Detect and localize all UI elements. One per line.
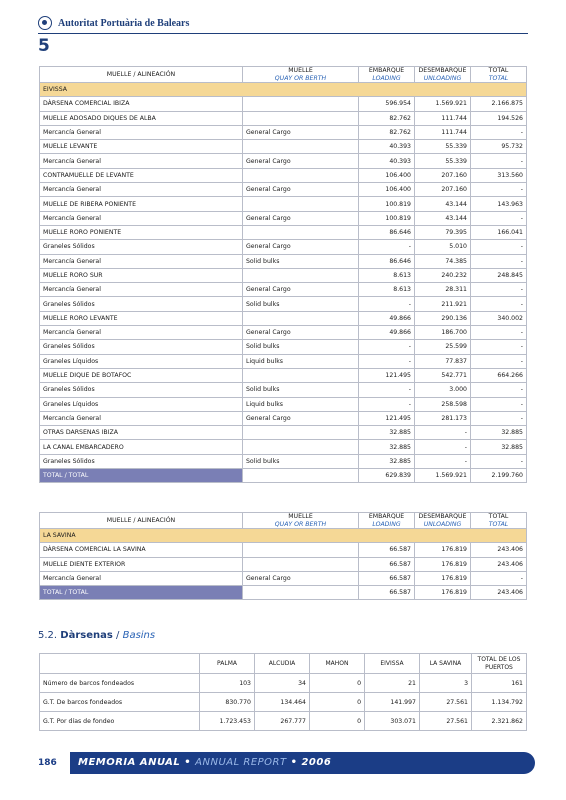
section-row xyxy=(40,83,527,97)
table-cell: MUELLE ADOSADO DIQUES DE ALBA xyxy=(40,111,243,125)
table-cell: 49.866 xyxy=(359,311,415,325)
table-cell: - xyxy=(471,354,527,368)
table-cell: Mercancía General xyxy=(40,154,243,168)
subsection-title xyxy=(38,630,155,641)
organization-name: Autoritat Portuària de Balears xyxy=(58,17,190,29)
table-cell: Mercancía General xyxy=(40,183,243,197)
table-cell: MUELLE DE RIBERA PONIENTE xyxy=(40,197,243,211)
total-cell: TOTAL / TOTAL xyxy=(40,469,243,483)
table-cell xyxy=(243,111,359,125)
table-row xyxy=(40,368,527,382)
column-header-label: MUELLE xyxy=(288,67,313,74)
table-row xyxy=(40,354,527,368)
column-header-label: MUELLE / ALINEACIÓN xyxy=(106,516,176,524)
table-cell: 207.160 xyxy=(415,183,471,197)
table-cell: 281.173 xyxy=(415,411,471,425)
table-cell: Graneles Sólidos xyxy=(40,383,243,397)
table-cell: 95.732 xyxy=(471,140,527,154)
table-cell: - xyxy=(471,211,527,225)
table-cell: LA CANAL EMBARCADERO xyxy=(40,440,243,454)
table-cell: 111.744 xyxy=(415,111,471,125)
table-cell: - xyxy=(359,383,415,397)
table-cell: 290.136 xyxy=(415,311,471,325)
table-cell: MUELLE DIQUE DE BOTAFOC xyxy=(40,368,243,382)
table-row xyxy=(40,197,527,211)
table-cell: Graneles Sólidos xyxy=(40,297,243,311)
table-cell: 100.819 xyxy=(359,197,415,211)
section-label: LA SAVINA xyxy=(40,529,527,543)
table-header-row xyxy=(40,513,527,529)
column-header xyxy=(415,513,471,529)
column-header xyxy=(40,654,200,674)
table-cell: General Cargo xyxy=(243,283,359,297)
table-cell: 86.646 xyxy=(359,225,415,239)
table-cell: General Cargo xyxy=(243,211,359,225)
column-header-label: TOTAL xyxy=(488,513,509,520)
table-cell: MUELLE RORO PONIENTE xyxy=(40,225,243,239)
total-cell: TOTAL / TOTAL xyxy=(40,586,243,600)
table-cell: MUELLE LEVANTE xyxy=(40,140,243,154)
column-header xyxy=(243,67,359,83)
table-row xyxy=(40,211,527,225)
table-cell: 0 xyxy=(310,693,365,712)
column-header-label: EMBARQUE xyxy=(368,513,405,520)
table-cell: 55.339 xyxy=(415,154,471,168)
table-cell: - xyxy=(471,326,527,340)
table-cell: 664.266 xyxy=(471,368,527,382)
table-row xyxy=(40,383,527,397)
column-header xyxy=(40,513,243,529)
total-cell: 1.569.921 xyxy=(415,469,471,483)
table-cell: 141.997 xyxy=(365,693,420,712)
footer-separator: • xyxy=(184,757,192,768)
total-cell: 629.839 xyxy=(359,469,415,483)
table-cell: CONTRAMUELLE DE LEVANTE xyxy=(40,168,243,182)
table-row xyxy=(40,154,527,168)
table-cell xyxy=(243,543,359,557)
table-cell: Liquid bulks xyxy=(243,397,359,411)
table-cell: 79.395 xyxy=(415,225,471,239)
column-header-label-en: QUAY OR BERTH xyxy=(274,74,327,82)
table-cell: 21 xyxy=(365,674,420,693)
table-row xyxy=(40,411,527,425)
table-cell xyxy=(243,197,359,211)
column-header-label-en: QUAY OR BERTH xyxy=(274,520,327,528)
table-cell: 28.311 xyxy=(415,283,471,297)
table-cell: 103 xyxy=(200,674,255,693)
table-cell xyxy=(243,140,359,154)
la-savina-traffic-table xyxy=(39,512,527,600)
table-row xyxy=(40,254,527,268)
table-cell xyxy=(243,168,359,182)
table-cell: 121.495 xyxy=(359,368,415,382)
table-cell: - xyxy=(359,240,415,254)
table-cell: MUELLE RORO LEVANTE xyxy=(40,311,243,325)
table-row xyxy=(40,340,527,354)
table-row xyxy=(40,240,527,254)
column-header-label-en: TOTAL xyxy=(488,520,509,528)
table-cell: General Cargo xyxy=(243,411,359,425)
table-cell: - xyxy=(471,571,527,585)
table-row xyxy=(40,426,527,440)
table-row xyxy=(40,674,527,693)
table-cell: 100.819 xyxy=(359,211,415,225)
table-row xyxy=(40,283,527,297)
total-row xyxy=(40,586,527,600)
table-cell: 66.587 xyxy=(359,557,415,571)
table-cell: 66.587 xyxy=(359,543,415,557)
table-cell: 86.646 xyxy=(359,254,415,268)
table-cell: 82.762 xyxy=(359,125,415,139)
table-row xyxy=(40,693,527,712)
table-row xyxy=(40,397,527,411)
table-row xyxy=(40,440,527,454)
table-cell: - xyxy=(359,397,415,411)
table-row xyxy=(40,543,527,557)
table-cell: 596.954 xyxy=(359,97,415,111)
table-cell: 303.071 xyxy=(365,712,420,731)
table-cell: 243.406 xyxy=(471,543,527,557)
table-row xyxy=(40,168,527,182)
table-cell: 0 xyxy=(310,712,365,731)
column-header: TOTAL DE LOS PUERTOS xyxy=(472,654,527,674)
table-cell xyxy=(243,225,359,239)
basins-table xyxy=(39,653,527,731)
table-cell: General Cargo xyxy=(243,183,359,197)
table-cell: 25.599 xyxy=(415,340,471,354)
total-row xyxy=(40,469,527,483)
table-cell: 176.819 xyxy=(415,543,471,557)
table-cell: 211.921 xyxy=(415,297,471,311)
section-label: EIVISSA xyxy=(40,83,527,97)
table-row xyxy=(40,125,527,139)
table-cell: 161 xyxy=(472,674,527,693)
table-cell: - xyxy=(471,254,527,268)
table-cell: 143.963 xyxy=(471,197,527,211)
table-cell xyxy=(243,268,359,282)
table-row xyxy=(40,571,527,585)
column-header-label-en: UNLOADING xyxy=(423,520,462,528)
table-row xyxy=(40,712,527,731)
table-cell: Graneles Sólidos xyxy=(40,240,243,254)
table-cell: 32.885 xyxy=(359,440,415,454)
table-cell: Número de barcos fondeados xyxy=(40,674,200,693)
table-cell: 82.762 xyxy=(359,111,415,125)
table-cell: 55.339 xyxy=(415,140,471,154)
table-cell: Solid bulks xyxy=(243,254,359,268)
table-cell: Mercancía General xyxy=(40,283,243,297)
table-cell: 186.700 xyxy=(415,326,471,340)
table-cell: Graneles Líquidos xyxy=(40,397,243,411)
total-cell xyxy=(243,586,359,600)
table-cell: - xyxy=(471,125,527,139)
table-cell: - xyxy=(359,354,415,368)
column-header: LA SAVINA xyxy=(420,654,472,674)
column-header: EIVISSA xyxy=(365,654,420,674)
table-cell: 2.166.875 xyxy=(471,97,527,111)
column-header-label: TOTAL xyxy=(488,67,509,74)
table-cell: 77.837 xyxy=(415,354,471,368)
table-cell: 542.771 xyxy=(415,368,471,382)
table-cell: Mercancía General xyxy=(40,571,243,585)
table-cell: 0 xyxy=(310,674,365,693)
table-cell: 1.569.921 xyxy=(415,97,471,111)
table-cell: 106.400 xyxy=(359,183,415,197)
subsection-number: 5.2. xyxy=(38,630,58,641)
table-cell: 121.495 xyxy=(359,411,415,425)
table-cell xyxy=(243,311,359,325)
table-cell: - xyxy=(471,383,527,397)
table-cell: 34 xyxy=(255,674,310,693)
table-cell: Mercancía General xyxy=(40,211,243,225)
table-cell: 176.819 xyxy=(415,571,471,585)
table-cell: MUELLE RORO SUR xyxy=(40,268,243,282)
section-number: 5 xyxy=(38,36,50,56)
table-row xyxy=(40,225,527,239)
eivissa-traffic-table xyxy=(39,66,527,483)
table-cell: 74.385 xyxy=(415,254,471,268)
footer-title xyxy=(78,757,331,768)
table-cell: Graneles Líquidos xyxy=(40,354,243,368)
table-cell: 32.885 xyxy=(471,440,527,454)
table-cell: 3.000 xyxy=(415,383,471,397)
table-cell: 27.561 xyxy=(420,712,472,731)
section-row xyxy=(40,529,527,543)
column-header: ALCUDIA xyxy=(255,654,310,674)
table-cell: 166.041 xyxy=(471,225,527,239)
table-cell: 32.885 xyxy=(471,426,527,440)
table-cell: 194.526 xyxy=(471,111,527,125)
column-header xyxy=(471,67,527,83)
column-header xyxy=(359,513,415,529)
table-cell: 258.598 xyxy=(415,397,471,411)
table-row xyxy=(40,454,527,468)
table-cell: General Cargo xyxy=(243,154,359,168)
column-header: PALMA xyxy=(200,654,255,674)
footer-title-en: ANNUAL REPORT xyxy=(195,757,287,768)
table-row xyxy=(40,140,527,154)
table-cell: Solid bulks xyxy=(243,297,359,311)
table-cell: Graneles Sólidos xyxy=(40,454,243,468)
footer-year: 2006 xyxy=(301,757,332,768)
table-cell: 1.134.792 xyxy=(472,693,527,712)
table-cell: - xyxy=(415,426,471,440)
table-cell: 40.393 xyxy=(359,140,415,154)
table-cell: General Cargo xyxy=(243,240,359,254)
table-cell: 340.002 xyxy=(471,311,527,325)
table-cell xyxy=(243,440,359,454)
table-cell: 8.613 xyxy=(359,268,415,282)
table-cell: 66.587 xyxy=(359,571,415,585)
table-cell xyxy=(243,557,359,571)
column-header-label-en: TOTAL xyxy=(488,74,509,82)
table-cell: 8.613 xyxy=(359,283,415,297)
table-row xyxy=(40,97,527,111)
table-cell: General Cargo xyxy=(243,326,359,340)
table-cell: 1.723.453 xyxy=(200,712,255,731)
total-cell: 243.406 xyxy=(471,586,527,600)
table-cell xyxy=(243,426,359,440)
column-header-label-en: LOADING xyxy=(372,520,401,528)
column-header xyxy=(243,513,359,529)
table-cell: - xyxy=(471,183,527,197)
table-cell: DÀRSENA COMERCIAL IBIZA xyxy=(40,97,243,111)
table-cell: - xyxy=(359,340,415,354)
total-cell: 2.199.760 xyxy=(471,469,527,483)
column-header-label: MUELLE xyxy=(288,513,313,520)
column-header: MAHON xyxy=(310,654,365,674)
column-header xyxy=(415,67,471,83)
table-cell: 313.560 xyxy=(471,168,527,182)
table-cell: 40.393 xyxy=(359,154,415,168)
column-header-label: MUELLE / ALINEACIÓN xyxy=(106,70,176,78)
table-cell: Liquid bulks xyxy=(243,354,359,368)
table-cell: - xyxy=(471,240,527,254)
table-cell: - xyxy=(471,454,527,468)
table-cell: 243.406 xyxy=(471,557,527,571)
table-cell: Mercancía General xyxy=(40,326,243,340)
table-cell xyxy=(243,97,359,111)
table-cell: G.T. De barcos fondeados xyxy=(40,693,200,712)
table-cell: - xyxy=(471,283,527,297)
table-cell: Graneles Sólidos xyxy=(40,340,243,354)
table-cell: - xyxy=(471,340,527,354)
table-row xyxy=(40,111,527,125)
table-row xyxy=(40,311,527,325)
table-cell: 27.561 xyxy=(420,693,472,712)
column-header xyxy=(40,67,243,83)
column-header-label-en: LOADING xyxy=(372,74,401,82)
table-header-row xyxy=(40,654,527,674)
column-header-label: DESEMBARQUE xyxy=(418,67,467,74)
column-header-label: DESEMBARQUE xyxy=(418,513,467,520)
table-row xyxy=(40,183,527,197)
table-cell: Mercancía General xyxy=(40,125,243,139)
table-cell: - xyxy=(359,297,415,311)
footer-separator: • xyxy=(290,757,298,768)
table-cell: G.T. Por días de fondeo xyxy=(40,712,200,731)
table-cell: 134.464 xyxy=(255,693,310,712)
table-cell: 3 xyxy=(420,674,472,693)
table-cell: OTRAS DARSENAS IBIZA xyxy=(40,426,243,440)
total-cell: 176.819 xyxy=(415,586,471,600)
column-header-label: EMBARQUE xyxy=(368,67,405,74)
table-row xyxy=(40,326,527,340)
subsection-name: Dàrsenas xyxy=(60,630,113,641)
table-cell: 32.885 xyxy=(359,426,415,440)
table-cell: MUELLE DIENTE EXTERIOR xyxy=(40,557,243,571)
total-cell xyxy=(243,469,359,483)
page-footer xyxy=(0,752,566,774)
table-cell: General Cargo xyxy=(243,125,359,139)
table-cell: 43.144 xyxy=(415,211,471,225)
subsection-name-en: Basins xyxy=(122,630,156,641)
table-cell: 240.232 xyxy=(415,268,471,282)
table-cell: 43.144 xyxy=(415,197,471,211)
table-cell: 207.160 xyxy=(415,168,471,182)
table-cell: Mercancía General xyxy=(40,411,243,425)
table-cell: DÀRSENA COMERCIAL LA SAVINA xyxy=(40,543,243,557)
table-cell: - xyxy=(471,154,527,168)
page-number: 186 xyxy=(38,758,57,768)
table-cell: 267.777 xyxy=(255,712,310,731)
table-cell: 32.885 xyxy=(359,454,415,468)
footer-title-ca: MEMORIA ANUAL xyxy=(78,757,181,768)
table-cell xyxy=(243,368,359,382)
table-cell: Solid bulks xyxy=(243,454,359,468)
table-cell: - xyxy=(415,454,471,468)
table-cell: 248.845 xyxy=(471,268,527,282)
table-cell: Mercancía General xyxy=(40,254,243,268)
port-authority-logo-icon xyxy=(38,16,52,30)
table-cell: 5.010 xyxy=(415,240,471,254)
page-header xyxy=(38,14,189,32)
table-cell: 2.321.862 xyxy=(472,712,527,731)
column-header xyxy=(359,67,415,83)
table-row xyxy=(40,297,527,311)
table-cell: - xyxy=(471,297,527,311)
table-cell: - xyxy=(471,397,527,411)
table-row xyxy=(40,268,527,282)
column-header-label-en: UNLOADING xyxy=(423,74,462,82)
table-cell: Solid bulks xyxy=(243,340,359,354)
table-cell: - xyxy=(415,440,471,454)
table-cell: 830.770 xyxy=(200,693,255,712)
table-header-row xyxy=(40,67,527,83)
table-cell: 106.400 xyxy=(359,168,415,182)
table-cell: 176.819 xyxy=(415,557,471,571)
header-divider xyxy=(38,33,528,34)
table-row xyxy=(40,557,527,571)
table-cell: General Cargo xyxy=(243,571,359,585)
table-cell: 49.866 xyxy=(359,326,415,340)
subsection-slash: / xyxy=(116,630,120,641)
total-cell: 66.587 xyxy=(359,586,415,600)
table-cell: Solid bulks xyxy=(243,383,359,397)
column-header xyxy=(471,513,527,529)
table-cell: - xyxy=(471,411,527,425)
table-cell: 111.744 xyxy=(415,125,471,139)
